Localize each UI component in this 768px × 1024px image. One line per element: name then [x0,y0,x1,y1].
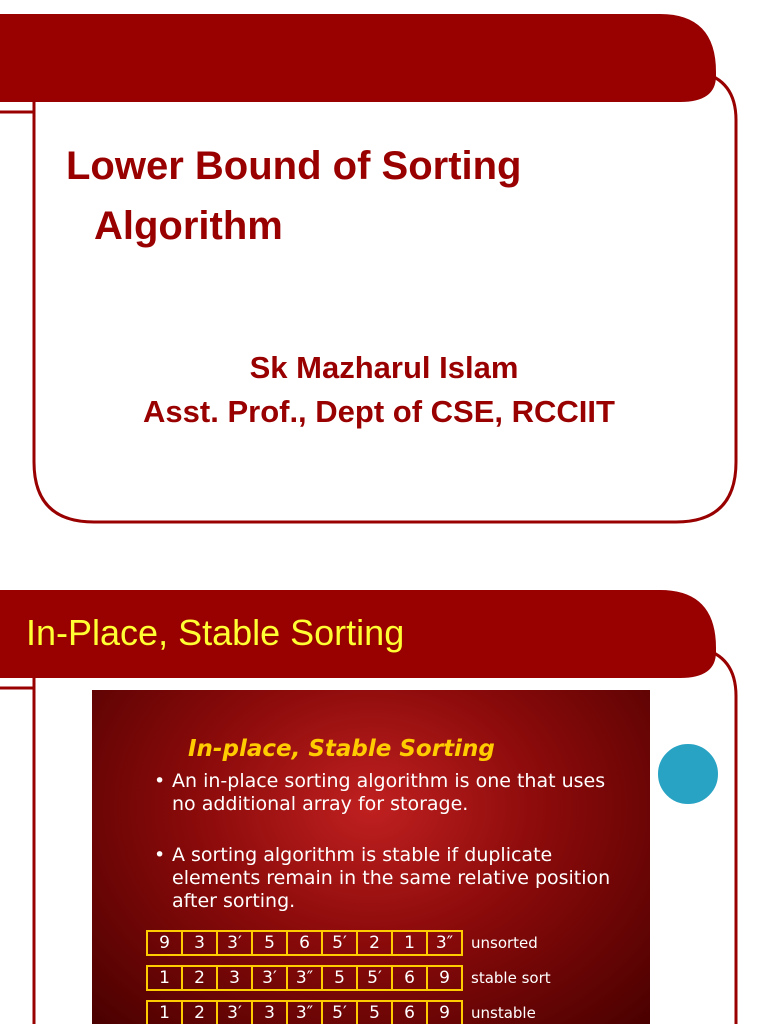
slide-title [66,136,726,256]
bullet-text: An in-place sorting algorithm is one that uses no additional array for storage. [172,770,606,815]
array-cell: 5′ [323,932,358,954]
array-cell: 3′ [218,932,253,954]
array-cell: 3″ [435,933,454,953]
array-cell: 3 [183,932,218,954]
embedded-slide-image [92,690,650,1024]
array-row-unsorted [146,930,538,956]
array-cell: 3″ [288,1002,323,1024]
array-cell: 1 [148,967,183,989]
array-cell: 2 [183,967,218,989]
row-label: unstable [471,1004,536,1022]
array-row-unstable [146,1000,536,1024]
bullet-stable [154,844,624,913]
title-line-1: Lower Bound of Sorting [66,144,522,188]
array-cell: 5′ [323,1002,358,1024]
array-cell: 3″ [288,967,323,989]
row-label: stable sort [471,969,551,987]
decorative-circle [654,740,722,808]
bullet-text: A sorting algorithm is stable if duplicate elements remain in the same relative position after sorting. [172,844,611,912]
bullet-dot: • [154,770,166,792]
array-cell: 1 [393,932,428,954]
array-cell: 1 [148,1002,183,1024]
array-cell: 2 [358,932,393,954]
array-row-stable [146,965,551,991]
bullet-dot: • [154,844,166,866]
array-cell: 3′ [253,967,288,989]
array-cell: 9 [439,968,450,988]
array-cell: 6 [393,967,428,989]
bullet-in-place [154,770,624,816]
array-cell: 9 [439,1003,450,1023]
row-label: unsorted [471,934,538,952]
array-cells [146,965,463,991]
array-cell: 3 [253,1002,288,1024]
author-affiliation: Asst. Prof., Dept of CSE, RCCIIT [143,394,615,429]
slide-2 [0,540,768,1024]
array-cell: 2 [183,1002,218,1024]
array-cells [146,1000,463,1024]
array-cell: 6 [393,1002,428,1024]
array-cell: 9 [148,932,183,954]
array-cell: 5′ [358,967,393,989]
array-cell: 6 [288,932,323,954]
author-block [0,346,768,434]
slide-2-title: In-Place, Stable Sorting [26,612,405,653]
array-cell: 3 [218,967,253,989]
array-cell: 3′ [218,1002,253,1024]
author-name: Sk Mazharul Islam [249,350,519,385]
array-cell: 5 [323,967,358,989]
array-cell: 5 [358,1002,393,1024]
title-line-2: Algorithm [94,204,283,248]
array-cells [146,930,463,956]
array-cell: 5 [253,932,288,954]
inner-title: In-place, Stable Sorting [188,736,495,762]
